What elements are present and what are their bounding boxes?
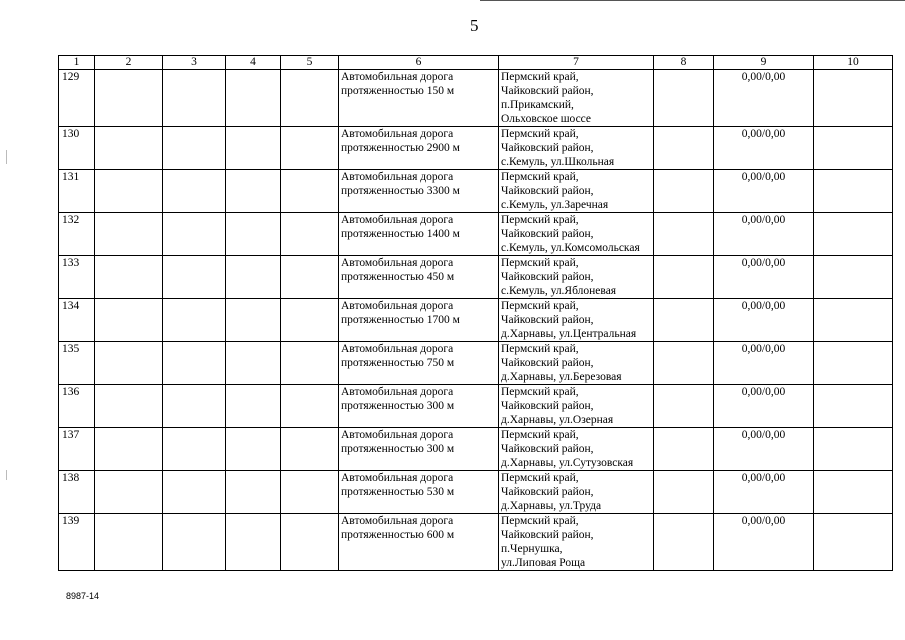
value-cell: 0,00/0,00 [714, 299, 814, 342]
object-line: Автомобильная дорога [341, 472, 454, 484]
empty-cell [281, 428, 339, 471]
address-line: Пермский край, [501, 515, 579, 527]
object-line: Автомобильная дорога [341, 257, 454, 269]
object-line: протяженностью 750 м [341, 357, 455, 369]
empty-cell [654, 256, 714, 299]
object-line: Автомобильная дорога [341, 171, 454, 183]
empty-cell [226, 428, 281, 471]
object-line: Автомобильная дорога [341, 515, 454, 527]
empty-cell [226, 514, 281, 571]
empty-cell [163, 514, 226, 571]
object-name-cell [339, 70, 499, 127]
address-cell [499, 299, 654, 342]
address-line: Пермский край, [501, 472, 579, 484]
empty-cell [281, 342, 339, 385]
empty-cell [281, 514, 339, 571]
object-name-cell [339, 428, 499, 471]
object-name-cell [339, 342, 499, 385]
empty-cell [814, 385, 893, 428]
value-cell: 0,00/0,00 [714, 428, 814, 471]
table-row [59, 428, 893, 471]
empty-cell [814, 428, 893, 471]
empty-cell [95, 514, 163, 571]
table-row [59, 342, 893, 385]
table-row [59, 213, 893, 256]
empty-cell [654, 299, 714, 342]
address-line: д.Харнавы, ул.Труда [501, 500, 602, 512]
row-number-cell: 139 [59, 514, 95, 571]
empty-cell [163, 213, 226, 256]
table-row [59, 70, 893, 127]
empty-cell [814, 170, 893, 213]
address-line: ул.Липовая Роща [501, 557, 586, 569]
empty-cell [654, 428, 714, 471]
object-line: Автомобильная дорога [341, 429, 454, 441]
column-number: 8 [654, 56, 714, 70]
address-line: Пермский край, [501, 429, 579, 441]
empty-cell [226, 299, 281, 342]
object-line: Автомобильная дорога [341, 343, 454, 355]
table-row [59, 170, 893, 213]
empty-cell [163, 299, 226, 342]
address-line: Пермский край, [501, 386, 579, 398]
address-line: Пермский край, [501, 128, 579, 140]
address-line: Чайковский район, [501, 529, 594, 541]
empty-cell [654, 514, 714, 571]
address-line: Чайковский район, [501, 185, 594, 197]
column-number: 2 [95, 56, 163, 70]
empty-cell [281, 299, 339, 342]
object-name-cell [339, 514, 499, 571]
empty-cell [95, 299, 163, 342]
empty-cell [654, 471, 714, 514]
empty-cell [226, 256, 281, 299]
address-line: Пермский край, [501, 71, 579, 83]
object-name-cell [339, 471, 499, 514]
address-cell [499, 342, 654, 385]
value-cell: 0,00/0,00 [714, 170, 814, 213]
empty-cell [226, 213, 281, 256]
object-line: протяженностью 450 м [341, 271, 455, 283]
address-line: д.Харнавы, ул.Озерная [501, 414, 614, 426]
address-line: с.Кемуль, ул.Школьная [501, 156, 615, 168]
empty-cell [654, 127, 714, 170]
address-line: с.Кемуль, ул.Заречная [501, 199, 609, 211]
table-row [59, 127, 893, 170]
object-name-cell [339, 299, 499, 342]
empty-cell [226, 342, 281, 385]
empty-cell [814, 299, 893, 342]
address-cell [499, 127, 654, 170]
object-name-cell [339, 385, 499, 428]
empty-cell [814, 213, 893, 256]
object-line: протяженностью 600 м [341, 529, 455, 541]
empty-cell [95, 127, 163, 170]
column-number: 1 [59, 56, 95, 70]
object-line: протяженностью 1700 м [341, 314, 460, 326]
address-line: Чайковский район, [501, 357, 594, 369]
empty-cell [281, 213, 339, 256]
address-line: Чайковский район, [501, 314, 594, 326]
address-cell [499, 213, 654, 256]
empty-cell [95, 256, 163, 299]
object-line: протяженностью 300 м [341, 400, 455, 412]
address-line: Чайковский район, [501, 271, 594, 283]
object-line: Автомобильная дорога [341, 386, 454, 398]
row-number-cell: 135 [59, 342, 95, 385]
object-line: Автомобильная дорога [341, 128, 454, 140]
object-line: протяженностью 1400 м [341, 228, 460, 240]
row-number-cell: 132 [59, 213, 95, 256]
row-number-cell: 137 [59, 428, 95, 471]
address-cell [499, 170, 654, 213]
value-cell: 0,00/0,00 [714, 385, 814, 428]
page-number: 5 [470, 16, 479, 35]
empty-cell [814, 127, 893, 170]
address-line: д.Харнавы, ул.Центральная [501, 328, 637, 340]
object-line: протяженностью 300 м [341, 443, 455, 455]
address-cell [499, 385, 654, 428]
empty-cell [226, 385, 281, 428]
empty-cell [163, 342, 226, 385]
address-cell [499, 256, 654, 299]
object-name-cell [339, 213, 499, 256]
value-cell: 0,00/0,00 [714, 127, 814, 170]
column-number: 3 [163, 56, 226, 70]
empty-cell [163, 127, 226, 170]
empty-cell [163, 471, 226, 514]
empty-cell [281, 256, 339, 299]
address-line: п.Чернушка, [501, 543, 563, 555]
row-number-cell: 129 [59, 70, 95, 127]
address-cell [499, 428, 654, 471]
table-row [59, 514, 893, 571]
table-row [59, 385, 893, 428]
empty-cell [95, 385, 163, 428]
empty-cell [226, 170, 281, 213]
object-line: Автомобильная дорога [341, 300, 454, 312]
column-number-row [59, 56, 893, 70]
empty-cell [814, 342, 893, 385]
empty-cell [814, 514, 893, 571]
empty-cell [226, 471, 281, 514]
address-line: Пермский край, [501, 214, 579, 226]
empty-cell [163, 256, 226, 299]
address-line: Чайковский район, [501, 228, 594, 240]
column-number: 6 [339, 56, 499, 70]
empty-cell [654, 170, 714, 213]
empty-cell [654, 342, 714, 385]
object-name-cell [339, 127, 499, 170]
empty-cell [281, 471, 339, 514]
address-cell [499, 70, 654, 127]
value-cell: 0,00/0,00 [714, 213, 814, 256]
value-cell: 0,00/0,00 [714, 342, 814, 385]
scan-edge-mark [6, 150, 7, 164]
object-line: Автомобильная дорога [341, 214, 454, 226]
address-line: Пермский край, [501, 257, 579, 269]
empty-cell [226, 70, 281, 127]
empty-cell [281, 170, 339, 213]
address-line: д.Харнавы, ул.Сутузовская [501, 457, 634, 469]
empty-cell [163, 428, 226, 471]
empty-cell [281, 70, 339, 127]
row-number-cell: 134 [59, 299, 95, 342]
address-line: Чайковский район, [501, 443, 594, 455]
empty-cell [654, 385, 714, 428]
table-row [59, 471, 893, 514]
address-line: с.Кемуль, ул.Комсомольская [501, 242, 640, 254]
scan-edge-mark [6, 470, 7, 480]
empty-cell [95, 428, 163, 471]
address-line: Ольховское шоссе [501, 113, 592, 125]
object-line: протяженностью 530 м [341, 486, 455, 498]
value-cell: 0,00/0,00 [714, 514, 814, 571]
object-line: протяженностью 2900 м [341, 142, 460, 154]
row-number-cell: 130 [59, 127, 95, 170]
value-cell: 0,00/0,00 [714, 256, 814, 299]
empty-cell [226, 127, 281, 170]
address-line: Чайковский район, [501, 400, 594, 412]
column-number: 10 [814, 56, 893, 70]
column-number: 5 [281, 56, 339, 70]
address-line: д.Харнавы, ул.Березовая [501, 371, 622, 383]
row-number-cell: 133 [59, 256, 95, 299]
object-name-cell [339, 170, 499, 213]
scan-top-line [480, 0, 905, 1]
object-line: протяженностью 150 м [341, 85, 455, 97]
value-cell: 0,00/0,00 [714, 471, 814, 514]
empty-cell [163, 70, 226, 127]
empty-cell [163, 170, 226, 213]
empty-cell [814, 471, 893, 514]
document-code: 8987-14 [66, 591, 100, 601]
table-row [59, 299, 893, 342]
register-table [58, 55, 893, 571]
object-line: протяженностью 3300 м [341, 185, 460, 197]
address-line: Чайковский район, [501, 142, 594, 154]
object-name-cell [339, 256, 499, 299]
empty-cell [654, 213, 714, 256]
empty-cell [95, 342, 163, 385]
empty-cell [95, 170, 163, 213]
empty-cell [281, 385, 339, 428]
column-number: 4 [226, 56, 281, 70]
empty-cell [814, 70, 893, 127]
address-line: Пермский край, [501, 300, 579, 312]
address-line: Пермский край, [501, 343, 579, 355]
row-number-cell: 131 [59, 170, 95, 213]
address-cell [499, 471, 654, 514]
empty-cell [281, 127, 339, 170]
value-cell: 0,00/0,00 [714, 70, 814, 127]
empty-cell [95, 471, 163, 514]
address-line: Чайковский район, [501, 85, 594, 97]
object-line: Автомобильная дорога [341, 71, 454, 83]
column-number: 7 [499, 56, 654, 70]
empty-cell [95, 213, 163, 256]
empty-cell [814, 256, 893, 299]
empty-cell [163, 385, 226, 428]
row-number-cell: 136 [59, 385, 95, 428]
address-line: с.Кемуль, ул.Яблоневая [501, 285, 617, 297]
address-line: Чайковский район, [501, 486, 594, 498]
address-line: п.Прикамский, [501, 99, 574, 111]
address-line: Пермский край, [501, 171, 579, 183]
row-number-cell: 138 [59, 471, 95, 514]
column-number: 9 [714, 56, 814, 70]
table-row [59, 256, 893, 299]
address-cell [499, 514, 654, 571]
empty-cell [95, 70, 163, 127]
empty-cell [654, 70, 714, 127]
